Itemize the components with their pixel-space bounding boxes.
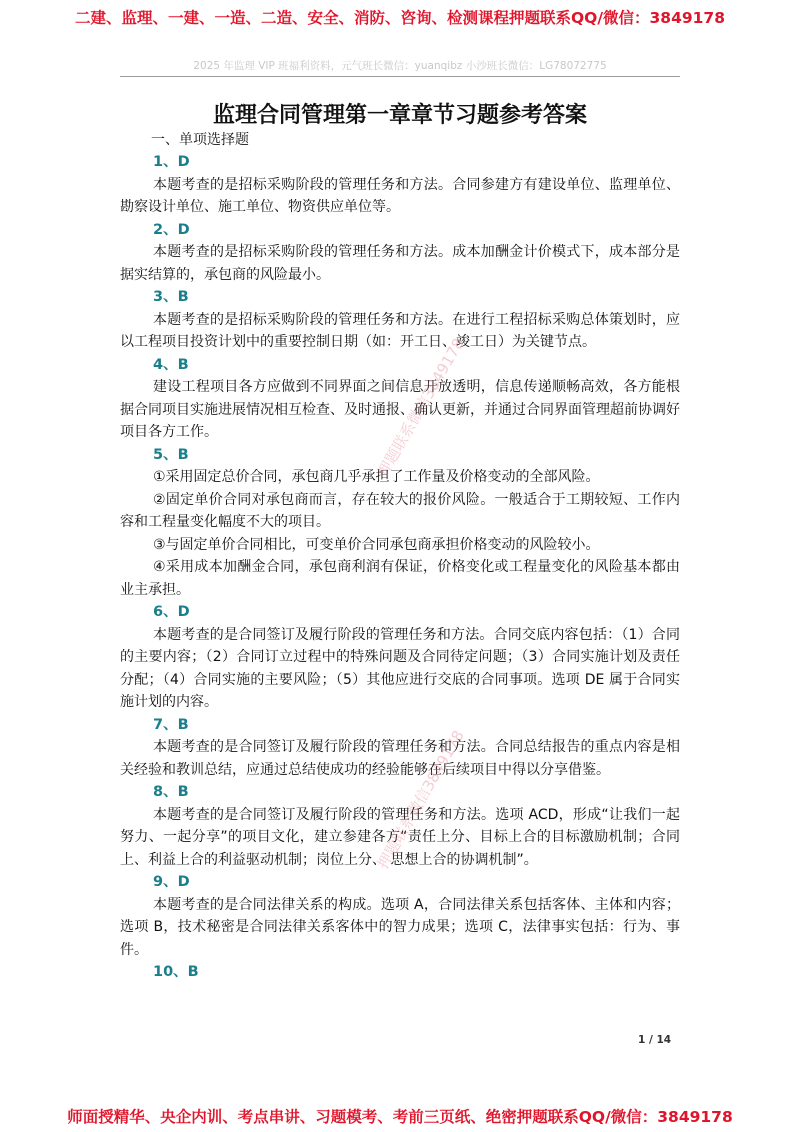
answer-explanation: 本题考查的是招标采购阶段的管理任务和方法。在进行工程招标采购总体策划时，应以工程项目投资计划中的重要控制日期（如：开工日、竣工日）为关键节点。 bbox=[120, 311, 680, 350]
page-number: 1 / 14 bbox=[638, 1034, 672, 1046]
answer-explanation: 本题考查的是合同签订及履行阶段的管理任务和方法。选项 ACD，形成“让我们一起努力、一起分享”的项目文化，建立参建各方“责任上分、目标上合的目标激励机制；合同上、利益上合的利益驱动机制；岗位上分、 思想上合的协调机制”。 bbox=[120, 806, 680, 868]
answer-number: 10、B bbox=[153, 964, 199, 980]
answer-item bbox=[120, 714, 680, 782]
answer-number: 5、B bbox=[153, 446, 189, 463]
answer-explanation: 建设工程项目各方应做到不同界面之间信息开放透明，信息传递顺畅高效，各方能根据合同项目实施进展情况相互检查、及时通报、确认更新，并通过合同界面管理超前协调好项目各方工作。 bbox=[120, 379, 680, 440]
answer-number: 7、B bbox=[153, 716, 189, 733]
answer-item bbox=[120, 871, 680, 961]
answer-item bbox=[120, 961, 680, 984]
answer-number: 9、D bbox=[153, 874, 190, 890]
answer-explanation: ②固定单价合同对承包商而言，存在较大的报价风险。一般适合于工期较短、工作内容和工程量变化幅度不大的项目。 bbox=[120, 491, 680, 530]
answer-number: 8、B bbox=[153, 784, 189, 800]
answer-item bbox=[120, 601, 680, 714]
question-list bbox=[120, 151, 680, 984]
answer-explanation: ③与固定单价合同相比，可变单价合同承包商承担价格变动的风险较小。 bbox=[153, 536, 600, 553]
answers-content bbox=[120, 129, 680, 984]
bottom-promo-banner: 师面授精华、央企内训、考点串讲、习题模考、考前三页纸、绝密押题联系QQ/微信：3849178 bbox=[67, 1108, 733, 1126]
top-promo-banner: 二建、监理、一建、一造、二造、安全、消防、咨询、检测课程押题联系QQ/微信：3849178 bbox=[74, 9, 725, 27]
header-divider bbox=[120, 76, 680, 77]
document-title: 监理合同管理第一章章节习题参考答案 bbox=[212, 102, 587, 128]
answer-item bbox=[120, 781, 680, 871]
answer-number: 4、B bbox=[153, 356, 189, 373]
answer-item bbox=[120, 444, 680, 602]
answer-explanation: 本题考查的是招标采购阶段的管理任务和方法。合同参建方有建设单位、监理单位、勘察设计单位、施工单位、物资供应单位等。 bbox=[120, 176, 680, 215]
answer-number: 2、D bbox=[153, 221, 190, 238]
watermark-text: 押题联系微信3849178 bbox=[373, 335, 468, 480]
answer-explanation: ①采用固定总价合同，承包商几乎承担了工作量及价格变动的全部风险。 bbox=[153, 469, 600, 485]
answer-number: 6、D bbox=[153, 604, 190, 620]
answer-number: 1、D bbox=[153, 154, 190, 170]
page-header-text: 2025 年监理 VIP 班福利资料，元气班长微信：yuanqibz 小沙班长微信：LG78072775 bbox=[193, 60, 607, 72]
answer-explanation: 本题考查的是合同签订及履行阶段的管理任务和方法。合同交底内容包括：（1）合同的主要内容；（2）合同订立过程中的特殊问题及合同待定问题；（3）合同实施计划及责任分配；（4）合同实施的主要风险；（5）其他应进行交底的合同事项。选项 DE 属于合同实施计划的内容。 bbox=[120, 626, 680, 710]
answer-explanation: 本题考查的是招标采购阶段的管理任务和方法。成本加酬金计价模式下，成本部分是据实结算的，承包商的风险最小。 bbox=[120, 244, 680, 283]
answer-item bbox=[120, 286, 680, 354]
answer-explanation: 本题考查的是合同签订及履行阶段的管理任务和方法。合同总结报告的重点内容是相关经验和教训总结，应通过总结使成功的经验能够在后续项目中得以分享借鉴。 bbox=[120, 739, 680, 778]
answer-number: 3、B bbox=[153, 289, 189, 305]
section-heading: 一、单项选择题 bbox=[151, 132, 249, 148]
answer-explanation: 本题考查的是合同法律关系的构成。选项 A，合同法律关系包括客体、主体和内容；选项 B，技术秘密是合同法律关系客体中的智力成果；选项 C，法律事实包括：行为、事件。 bbox=[120, 896, 680, 958]
watermark-text: 押题联系微信3849178 bbox=[373, 727, 468, 872]
answer-item bbox=[120, 354, 680, 444]
answer-item bbox=[120, 219, 680, 287]
answer-explanation: ④采用成本加酬金合同，承包商利润有保证，价格变化或工程量变化的风险基本都由业主承担。 bbox=[120, 559, 680, 598]
answer-item bbox=[120, 151, 680, 219]
